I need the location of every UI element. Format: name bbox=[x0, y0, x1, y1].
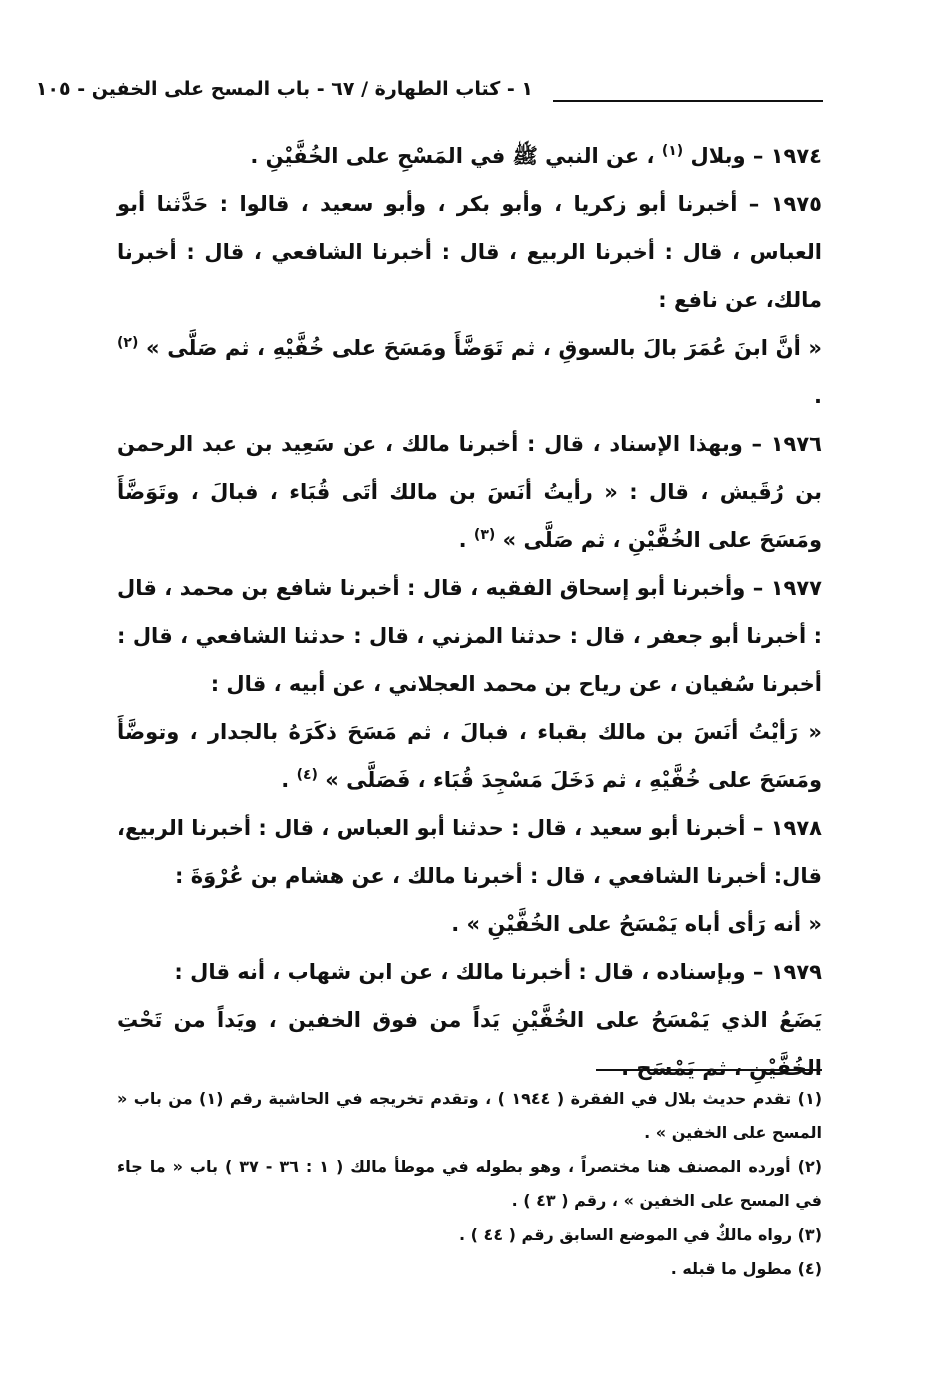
hadith-text: – وبهذا الإسناد ، قال : أخبرنا مالك ، عن سَعِيد بن عبد الرحمن بن رُقَيش ، قال : « رأيتُ أنَسَ بن مالك أتَى قُبَاء ، فبالَ ، وتَوَضَّأَ ومَسَحَ على الخُفَّيْنِ ، ثم صَلَّى » bbox=[117, 432, 822, 552]
footnote-mark: (٣) bbox=[473, 527, 496, 543]
hadith-text: – وبلال bbox=[683, 144, 771, 168]
quote-text: يَضَعُ الذي يَمْسَحُ على الخُفَّيْنِ يَداً من فوق الخفين ، ويَداً من تَحْتِ الخُفَّيْنِ ، ثم يَمْسَح bbox=[117, 1008, 822, 1080]
footnote-mark: (٢) bbox=[117, 335, 139, 351]
footnote-mark: (٤) bbox=[296, 767, 318, 783]
running-head-rule bbox=[553, 100, 823, 102]
hadith-1979 bbox=[117, 948, 822, 996]
hadith-text: – وبإسناده ، قال : أخبرنا مالك ، عن ابن شهاب ، أنه قال : bbox=[174, 960, 771, 984]
hadith-text: – وأخبرنا أبو إسحاق الفقيه ، قال : أخبرنا شافع بن محمد ، قال : أخبرنا أبو جعفر ، قال : حدثنا المزني ، قال : حدثنا الشافعي ، قال : أخبرنا سُفيان ، عن رياح بن محمد العجلاني ، عن أبيه ، قال : bbox=[117, 576, 822, 696]
hadith-text: ، عن النبي ﷺ في المَسْحِ على الخُفَّيْنِ . bbox=[250, 144, 662, 168]
quote-end: . bbox=[814, 384, 822, 408]
hadith-quote bbox=[117, 996, 822, 1092]
hadith-number: ١٩٧٩ bbox=[770, 960, 822, 984]
hadith-number: ١٩٧٦ bbox=[770, 432, 822, 456]
hadith-number: ١٩٧٧ bbox=[770, 576, 822, 600]
quote-text: « أنه رَأى أباه يَمْسَحُ على الخُفَّيْنِ » bbox=[459, 912, 822, 936]
quote-text: « رَأيْتُ أنَسَ بن مالك بقباء ، فبالَ ، ثم مَسَحَ ذكَرَهُ بالجدار ، وتوضَّأَ ومَسَحَ على خُفَّيْهِ ، ثم دَخَلَ مَسْجِدَ قُبَاء ، فَصَلَّى » bbox=[117, 720, 822, 792]
hadith-quote bbox=[117, 900, 822, 948]
quote-end: . bbox=[621, 1056, 630, 1080]
footnote-2: (٢) أورده المصنف هنا مختصراً ، وهو بطوله في موطأ مالك ( ١ : ٣٦ - ٣٧ ) باب « ما جاء في المسح على الخفين » ، رقم ( ٤٣ ) . bbox=[117, 1157, 823, 1210]
footnote-1: (١) تقدم حديث بلال في الفقرة ( ١٩٤٤ ) ، وتقدم تخريجه في الحاشية رقم (١) من باب « المسح على الخفين » . bbox=[117, 1089, 823, 1142]
quote-end: . bbox=[451, 912, 460, 936]
hadith-number: ١٩٧٥ bbox=[770, 192, 822, 216]
hadith-1976 bbox=[117, 420, 822, 564]
quote-text: « أنَّ ابنَ عُمَرَ بالَ بالسوقِ ، ثم تَوَضَّأَ ومَسَحَ على خُفَّيْهِ ، ثم صَلَّى » bbox=[138, 336, 822, 360]
hadith-1974 bbox=[117, 132, 822, 180]
running-head bbox=[35, 76, 823, 106]
hadith-text: . bbox=[458, 528, 474, 552]
footnote-rule bbox=[596, 1069, 822, 1071]
hadith-1975 bbox=[117, 180, 822, 324]
hadith-number: ١٩٧٨ bbox=[770, 816, 822, 840]
footnotes bbox=[117, 1082, 822, 1286]
footnote-3: (٣) رواه مالكٌ في الموضع السابق رقم ( ٤٤ ) . bbox=[459, 1225, 822, 1244]
quote-end: . bbox=[281, 768, 297, 792]
hadith-number: ١٩٧٤ bbox=[770, 144, 822, 168]
footnote-mark: (١) bbox=[661, 143, 684, 159]
running-title: ١ - كتاب الطهارة / ٦٧ - باب المسح على الخفين - ١٠٥ bbox=[35, 78, 533, 100]
hadith-text: – أخبرنا أبو سعيد ، قال : حدثنا أبو العباس ، قال : أخبرنا الربيع، قال: أخبرنا الشافعي ، قال : أخبرنا مالك ، عن هشام بن عُرْوَةَ : bbox=[117, 816, 822, 888]
hadith-quote bbox=[117, 708, 822, 804]
hadith-quote bbox=[117, 324, 822, 420]
main-text bbox=[117, 132, 822, 1092]
hadith-1978 bbox=[117, 804, 822, 900]
hadith-text: – أخبرنا أبو زكريا ، وأبو بكر ، وأبو سعيد ، قالوا : حَدَّثنا أبو العباس ، قال : أخبرنا الربيع ، قال : أخبرنا الشافعي ، قال : أخبرنا مالك، عن نافع : bbox=[117, 192, 822, 312]
hadith-1977 bbox=[117, 564, 822, 708]
footnote-4: (٤) مطول ما قبله . bbox=[670, 1259, 822, 1278]
